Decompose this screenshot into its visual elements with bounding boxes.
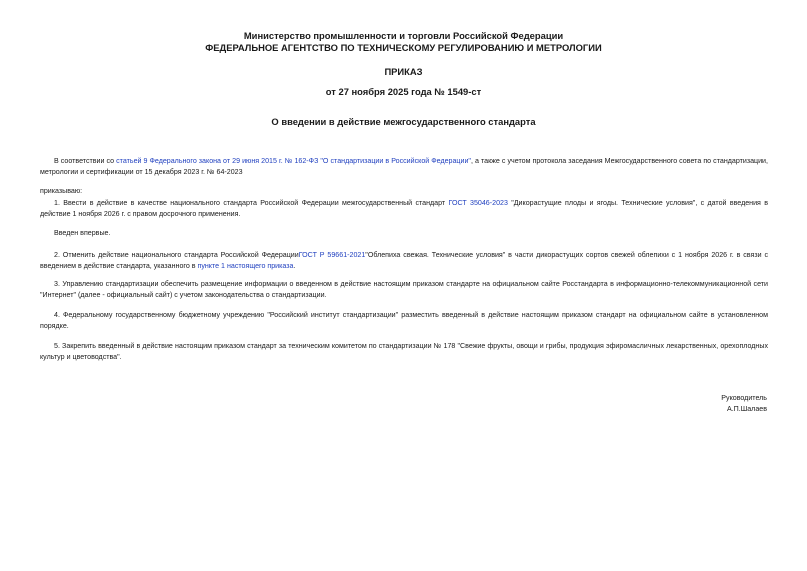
order-word: приказываю: bbox=[40, 187, 83, 195]
agency-name: ФЕДЕРАЛЬНОЕ АГЕНТСТВО ПО ТЕХНИЧЕСКОМУ РЕГУЛИРОВАНИЮ И МЕТРОЛОГИИ bbox=[205, 42, 602, 53]
date-number: от 27 ноября 2025 года № 1549-ст bbox=[325, 86, 482, 97]
item-2-text-3: . bbox=[293, 261, 296, 270]
preamble-text-1: В соответствии со bbox=[54, 157, 117, 165]
item-4: 4. Федеральному государственному бюджетному учреждению "Российский институт стандартизации" разместить введенный в действие настоящим приказом стандарт на официальном сайте в установленном порядке. bbox=[40, 311, 768, 330]
item-2 bbox=[40, 250, 768, 271]
item-1-ref-link[interactable]: пункте 1 настоящего приказа bbox=[197, 261, 294, 270]
ministry-name: Министерство промышленности и торговли Российской Федерации bbox=[243, 30, 564, 41]
gost-35046-link[interactable]: ГОСТ 35046-2023 bbox=[448, 199, 508, 207]
item-3: 3. Управлению стандартизации обеспечить размещение информации о введенном в действие настоящим приказом стандарте на официальном сайте Росстандарта в информационно-телекоммуникационной сети "Интернет" (далее - официальный сайт) с учетом законодательства о стандартизации. bbox=[40, 280, 768, 299]
signature-position: Руководитель bbox=[721, 394, 767, 402]
item-1-text-2: "Дикорастущие плоды и ягоды. Технические условия", с датой введения в действие 1 ноября 2026 г. с правом досрочного применения. bbox=[40, 199, 768, 218]
signature-name: А.П.Шалаев bbox=[726, 405, 767, 413]
preamble-text-2: , а также с учетом протокола заседания Межгосударственного совета по стандартизации, метрологии и сертификации от 15 декабря 2023 г. № 64-2023 bbox=[40, 157, 768, 176]
doc-title: О введении в действие межгосударственного стандарта bbox=[271, 116, 536, 127]
item-2-text-1: 2. Отменить действие национального стандарта Российской Федерации bbox=[54, 251, 299, 259]
item-2-text-2: "Облепиха свежая. Технические условия" в части дикорастущих сортов свежей облепихи с 1 ноября 2026 г. в связи с введением в действие стандарта, указанного в bbox=[40, 251, 768, 270]
item-5: 5. Закрепить введенный в действие настоящим приказом стандарт за техническим комитетом по стандартизации № 178 "Свежие фрукты, овощи и грибы, продукция эфиромасличных лекарственных, орехоплодных культур и цветоводства". bbox=[40, 342, 768, 361]
item-1-text-1: 1. Ввести в действие в качестве национального стандарта Российской Федерации межгосударственный стандарт bbox=[54, 199, 449, 207]
first-time-note: Введен впервые. bbox=[54, 229, 111, 237]
item-1 bbox=[40, 198, 768, 219]
law-link[interactable]: статьей 9 Федерального закона от 29 июня 2015 г. № 162-ФЗ "О стандартизации в Российской Федерации" bbox=[116, 157, 471, 165]
preamble bbox=[40, 156, 768, 177]
doc-type: ПРИКАЗ bbox=[384, 66, 423, 77]
gost-r-59661-link[interactable]: ГОСТ Р 59661-2021 bbox=[298, 251, 366, 259]
